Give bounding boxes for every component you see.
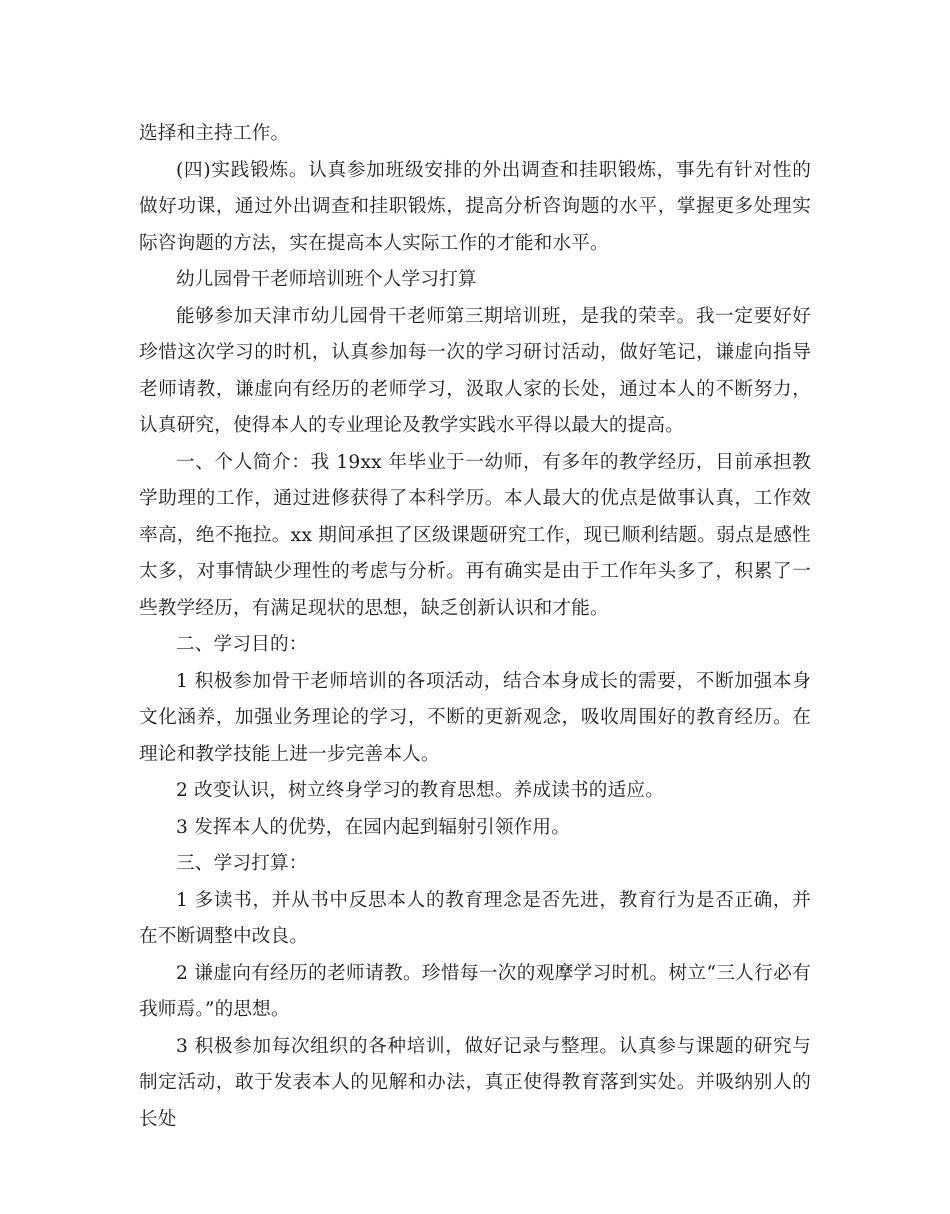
heading-study-plan: 三、学习打算：	[176, 853, 308, 874]
document-body	[139, 116, 811, 1138]
goal-item-1: 1 积极参加骨干老师培训的各项活动，结合本身成长的需要，不断加强本身文化涵养，加强业务理论的学习，不断的更新观念，吸收周围好的教育经历。在理论和教学技能上进一步完善本人。	[139, 670, 811, 765]
paragraph-continuation: 选择和主持工作。	[139, 123, 290, 144]
heading-goals: 二、学习目的：	[176, 634, 308, 655]
paragraph-profile: 一、个人简介：我 19xx 年毕业于一幼师，有多年的教学经历，目前承担教学助理的工作，通过进修获得了本科学历。本人最大的优点是做事认真，工作效率高，绝不拖拉。xx 期间承担了区级课题研究工作，现已顺利结题。弱点是感性太多，对事情缺少理性的考虑与分析。再有确实是由于工作年头多了，积累了一些教学经历，有满足现状的思想，缺乏创新认识和才能。	[139, 451, 811, 619]
plan-item-2: 2 谦虚向有经历的老师请教。珍惜每一次的观摩学习时机。树立“三人行必有我师焉。”的思想。	[139, 962, 811, 1020]
goal-item-3: 3 发挥本人的优势，在园内起到辐射引领作用。	[176, 816, 571, 838]
goal-item-2: 2 改变认识，树立终身学习的教育思想。养成读书的适应。	[176, 780, 664, 801]
plan-item-3: 3 积极参加每次组织的各种培训，做好记录与整理。认真参与课题的研究与制定活动，敢于发表本人的见解和办法，真正使得教育落到实处。并吸纳别人的长处	[139, 1035, 811, 1130]
paragraph-practice: (四)实践锻炼。认真参加班级安排的外出调查和挂职锻炼，事先有针对性的做好功课，通过外出调查和挂职锻炼，提高分析咨询题的水平，掌握更多处理实际咨询题的方法，实在提高本人实际工作的才能和水平。	[139, 159, 811, 254]
section-heading-plan: 幼儿园骨干老师培训班个人学习打算	[176, 269, 477, 290]
plan-item-1: 1 多读书，并从书中反思本人的教育理念是否先进，教育行为是否正确，并在不断调整中改良。	[139, 889, 811, 947]
paragraph-intro: 能够参加天津市幼儿园骨干老师第三期培训班，是我的荣幸。我一定要好好珍惜这次学习的时机，认真参加每一次的学习研讨活动，做好笔记，谦虚向指导老师请教，谦虚向有经历的老师学习，汲取人家的长处，通过本人的不断努力，认真研究，使得本人的专业理论及教学实践水平得以最大的提高。	[139, 305, 811, 436]
